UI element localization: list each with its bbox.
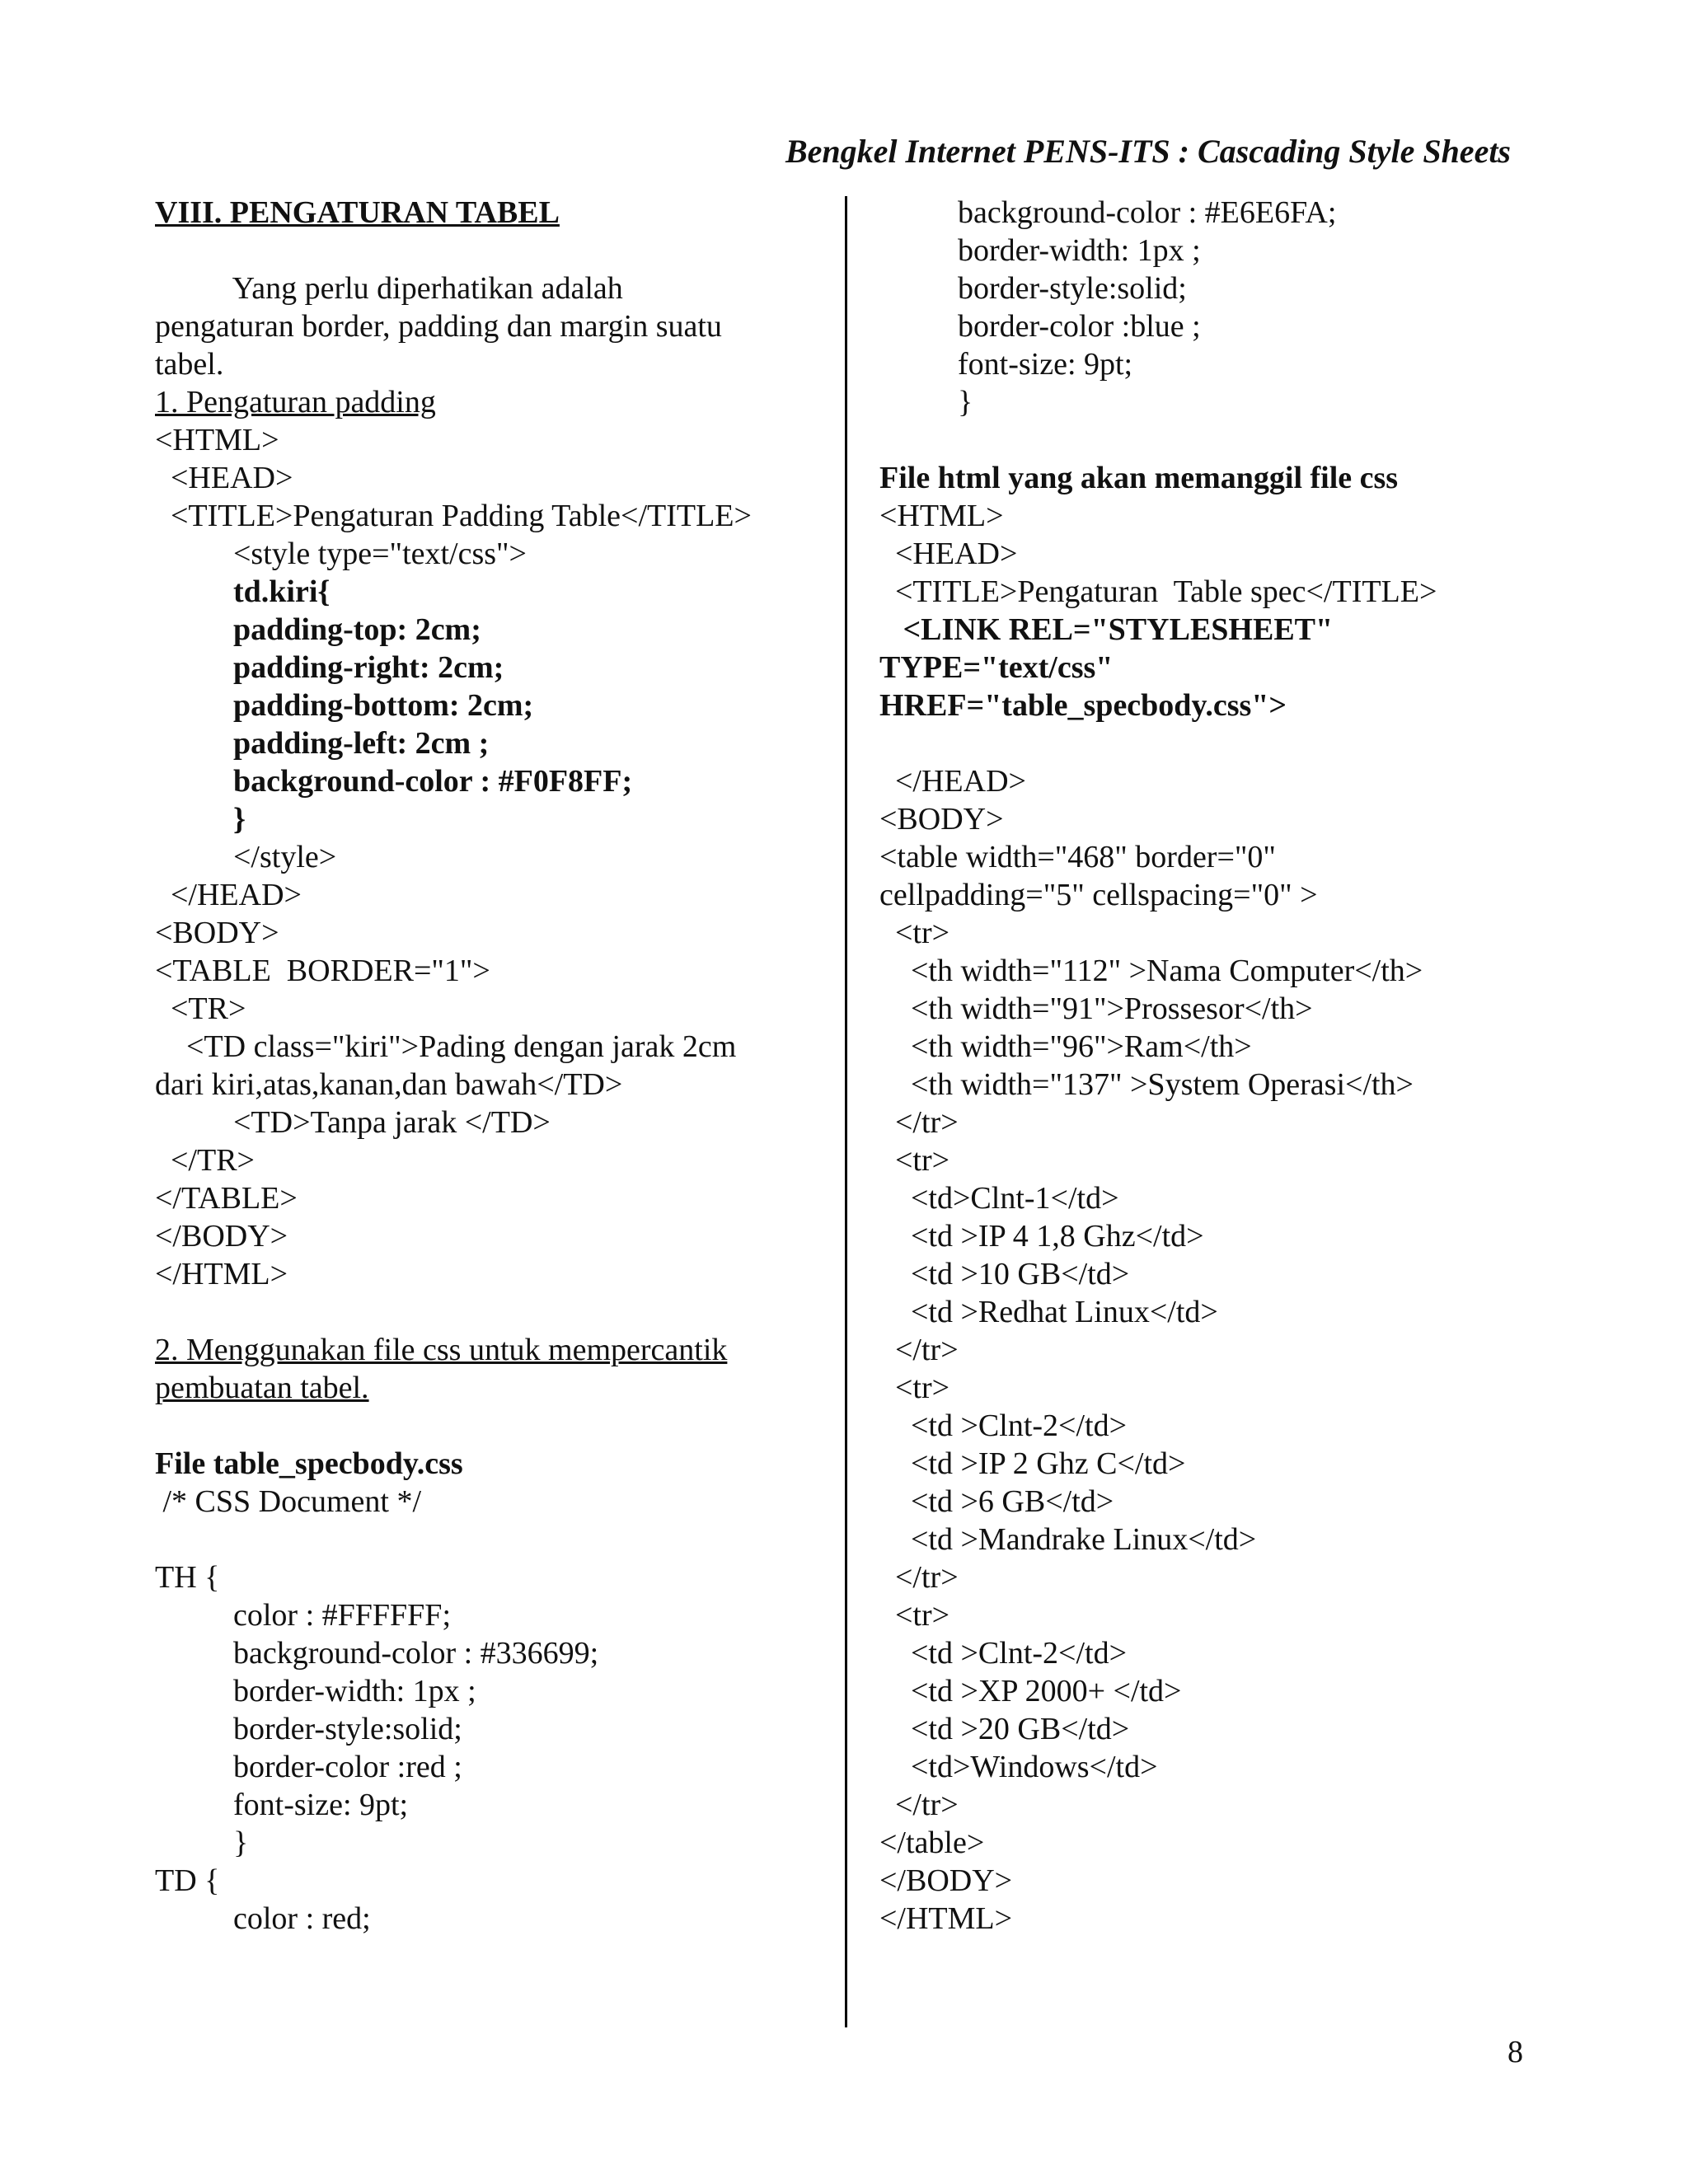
left-column <box>155 194 847 1938</box>
text-line: dari kiri,atas,kanan,dan bawah</TD> <box>155 1067 623 1102</box>
text-line: </tr> <box>879 1333 959 1367</box>
text-line: TH { <box>155 1560 220 1595</box>
text-line: File table_specbody.css <box>155 1446 463 1481</box>
text-line: TYPE="text/css" <box>879 650 1114 685</box>
text-line <box>155 1521 847 1558</box>
text-line: Yang perlu diperhatikan adalah <box>155 271 623 306</box>
text-line: </HTML> <box>155 1257 288 1291</box>
text-line: } <box>879 385 973 419</box>
text-line: background-color : #F0F8FF; <box>155 764 633 799</box>
text-line: <TITLE>Pengaturan Padding Table</TITLE> <box>155 499 752 533</box>
text-line <box>155 232 847 269</box>
text-line: <td >10 GB</td> <box>879 1257 1130 1291</box>
text-line: <td>Windows</td> <box>879 1750 1158 1784</box>
text-line: <th width="137" >System Operasi</th> <box>879 1067 1414 1102</box>
text-line <box>879 724 1522 762</box>
running-header: Bengkel Internet PENS-ITS : Cascading Style Sheets <box>785 133 1511 170</box>
text-line: /* CSS Document */ <box>155 1484 422 1519</box>
text-line: <style type="text/css"> <box>155 537 527 571</box>
text-line: </table> <box>879 1825 985 1860</box>
text-line: border-width: 1px ; <box>879 233 1201 268</box>
text-line: <td >XP 2000+ </td> <box>879 1674 1182 1708</box>
text-line: <HEAD> <box>155 461 293 495</box>
page-number: 8 <box>1507 2035 1523 2069</box>
text-line: </TABLE> <box>155 1181 298 1216</box>
text-line: border-style:solid; <box>879 271 1187 306</box>
text-line: 2. Menggunakan file css untuk mempercantik <box>155 1333 728 1367</box>
text-line: td.kiri{ <box>155 574 331 609</box>
text-line: <th width="112" >Nama Computer</th> <box>879 954 1423 988</box>
text-line: background-color : #E6E6FA; <box>879 195 1337 230</box>
text-line: HREF="table_specbody.css"> <box>879 688 1287 723</box>
text-line: <td >20 GB</td> <box>879 1712 1130 1746</box>
text-line <box>155 1293 847 1331</box>
text-line: <HTML> <box>155 423 279 457</box>
text-line: <LINK REL="STYLESHEET" <box>879 612 1334 647</box>
text-line: } <box>155 802 246 837</box>
text-line: </HTML> <box>879 1901 1013 1936</box>
text-line: </TR> <box>155 1143 255 1178</box>
text-line: font-size: 9pt; <box>879 347 1133 382</box>
text-line: <th width="96">Ram</th> <box>879 1029 1252 1064</box>
text-line: pembuatan tabel. <box>155 1371 369 1405</box>
text-line: pengaturan border, padding dan margin suatu <box>155 309 722 344</box>
text-line: <td >IP 2 Ghz C</td> <box>879 1446 1186 1481</box>
text-line: <td >Clnt-2</td> <box>879 1636 1128 1671</box>
text-line: <td>Clnt-1</td> <box>879 1181 1119 1216</box>
right-column <box>879 194 1522 1938</box>
text-line: padding-right: 2cm; <box>155 650 504 685</box>
text-line: <TR> <box>155 991 246 1026</box>
text-line: <tr> <box>879 1143 950 1178</box>
text-line: <TABLE BORDER="1"> <box>155 954 490 988</box>
text-line: </tr> <box>879 1788 959 1822</box>
text-line: tabel. <box>155 347 224 382</box>
text-line: </BODY> <box>155 1219 288 1254</box>
text-line: padding-left: 2cm ; <box>155 726 490 761</box>
text-line: <table width="468" border="0" <box>879 840 1276 874</box>
text-line: <TD>Tanpa jarak </TD> <box>155 1105 551 1140</box>
text-line <box>879 421 1522 459</box>
text-line: </HEAD> <box>879 764 1026 799</box>
text-line: font-size: 9pt; <box>155 1788 409 1822</box>
column-divider <box>845 196 847 2027</box>
text-line: } <box>155 1825 249 1860</box>
text-line: 1. Pengaturan padding <box>155 385 436 419</box>
text-line: <TITLE>Pengaturan Table spec</TITLE> <box>879 574 1437 609</box>
text-line: <HEAD> <box>879 537 1018 571</box>
text-line: <td >6 GB</td> <box>879 1484 1114 1519</box>
text-line: border-color :blue ; <box>879 309 1201 344</box>
text-line: <th width="91">Prossesor</th> <box>879 991 1313 1026</box>
text-line: border-style:solid; <box>155 1712 462 1746</box>
text-line: File html yang akan memanggil file css <box>879 461 1399 495</box>
text-line: border-width: 1px ; <box>155 1674 476 1708</box>
text-line: <TD class="kiri">Pading dengan jarak 2cm <box>155 1029 737 1064</box>
text-line <box>155 1407 847 1445</box>
text-line: <HTML> <box>879 499 1004 533</box>
text-line: color : #FFFFFF; <box>155 1598 451 1633</box>
text-line: <td >IP 4 1,8 Ghz</td> <box>879 1219 1204 1254</box>
text-line: TD { <box>155 1863 220 1898</box>
text-line: <BODY> <box>155 916 279 950</box>
text-line: padding-top: 2cm; <box>155 612 481 647</box>
text-line: border-color :red ; <box>155 1750 462 1784</box>
text-line: <tr> <box>879 1598 950 1633</box>
text-line: color : red; <box>155 1901 371 1936</box>
text-line: VIII. PENGATURAN TABEL <box>155 195 560 230</box>
text-line: <td >Redhat Linux</td> <box>879 1295 1218 1329</box>
text-line: </BODY> <box>879 1863 1013 1898</box>
text-line: background-color : #336699; <box>155 1636 599 1671</box>
text-line: <BODY> <box>879 802 1004 837</box>
text-line: <td >Clnt-2</td> <box>879 1408 1128 1443</box>
text-line: cellpadding="5" cellspacing="0" > <box>879 878 1318 912</box>
text-line: <tr> <box>879 1371 950 1405</box>
text-line: padding-bottom: 2cm; <box>155 688 534 723</box>
text-line: <td >Mandrake Linux</td> <box>879 1522 1257 1557</box>
text-line: </tr> <box>879 1560 959 1595</box>
text-line: </tr> <box>879 1105 959 1140</box>
text-line: </style> <box>155 840 337 874</box>
text-line: <tr> <box>879 916 950 950</box>
text-line: </HEAD> <box>155 878 302 912</box>
